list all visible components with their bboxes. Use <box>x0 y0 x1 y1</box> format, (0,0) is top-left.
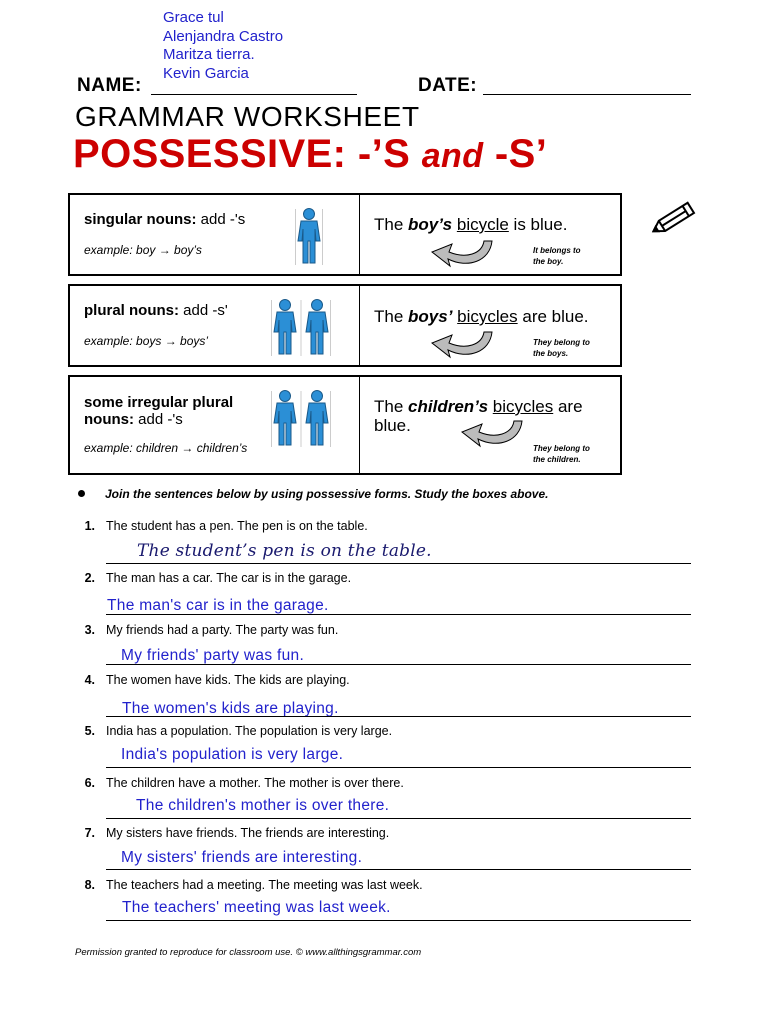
question-number: 4. <box>84 673 95 687</box>
answer-text[interactable]: The man's car is in the garage. <box>107 597 329 614</box>
footer-permission: Permission granted to reproduce for classroom use. © www.allthingsgrammar.com <box>75 947 422 958</box>
bullet-icon <box>78 490 85 497</box>
answer-text[interactable]: India's population is very large. <box>121 746 344 763</box>
answer-text[interactable]: The student’s pen is on the table. <box>137 541 432 561</box>
student-names <box>163 9 283 83</box>
rule-box-plural <box>68 284 622 367</box>
example-sentence: The children’s bicycles are blue. <box>374 397 583 435</box>
rule-example: example: boy → boy’s <box>84 243 202 257</box>
student-name: Grace tul <box>163 9 224 26</box>
answer-text[interactable]: My friends' party was fun. <box>121 647 305 664</box>
question-text: My friends had a party. The party was fun. <box>106 623 339 637</box>
ownership-note: It belongs to the boy. <box>533 246 581 266</box>
answer-line <box>106 869 691 870</box>
rule-box-irregular <box>68 375 622 475</box>
question-number: 5. <box>84 724 95 738</box>
date-field[interactable] <box>483 94 691 95</box>
question-text: The teachers had a meeting. The meeting was last week. <box>106 878 423 892</box>
curved-arrow-icon <box>458 419 528 449</box>
answer-line <box>106 767 691 768</box>
answer-text[interactable]: My sisters' friends are interesting. <box>121 849 363 866</box>
question-text: The man has a car. The car is in the garage. <box>106 571 352 585</box>
answer-text[interactable]: The women's kids are playing. <box>122 700 339 717</box>
student-name: Alenjandra Castro <box>163 27 284 45</box>
curved-arrow-icon <box>428 239 498 269</box>
answer-line <box>106 614 691 615</box>
answer-line <box>106 563 691 564</box>
answer-line <box>106 818 691 819</box>
question-text: My sisters have friends. The friends are interesting. <box>106 826 390 840</box>
question-number: 6. <box>84 776 95 790</box>
question-number: 8. <box>84 878 95 892</box>
rule-description: plural nouns: add -s' <box>84 302 228 319</box>
rule-description: some irregular plural nouns: add -'s <box>84 394 234 428</box>
question-text: India has a population. The population is very large. <box>106 724 393 738</box>
example-sentence: The boys’ bicycles are blue. <box>374 307 589 326</box>
answer-line <box>106 920 691 921</box>
curved-arrow-icon <box>428 330 498 360</box>
example-sentence: The boy’s bicycle is blue. <box>374 215 568 234</box>
answer-line <box>106 664 691 665</box>
person-icon <box>295 207 323 265</box>
question-text: The student has a pen. The pen is on the table. <box>106 519 368 533</box>
instructions: Join the sentences below by using possessive forms. Study the boxes above. <box>105 487 549 501</box>
answer-text[interactable]: The children's mother is over there. <box>136 797 390 814</box>
rule-example: example: children → children’s <box>84 441 248 455</box>
question-number: 3. <box>84 623 95 637</box>
worksheet-title: GRAMMAR WORKSHEET <box>75 101 420 132</box>
question-text: The women have kids. The kids are playing. <box>106 673 350 687</box>
rule-box-singular <box>68 193 622 276</box>
worksheet-subtitle: POSSESSIVE: -’S and -S’ <box>73 132 548 176</box>
name-label: NAME: <box>77 75 142 96</box>
student-name: Kevin Garcia <box>163 64 249 82</box>
rule-description: singular nouns: add -'s <box>84 211 246 228</box>
question-number: 7. <box>84 826 95 840</box>
pencil-icon <box>644 196 702 242</box>
answer-text[interactable]: The teachers' meeting was last week. <box>122 899 391 916</box>
rule-example: example: boys → boys’ <box>84 334 209 348</box>
ownership-note: They belong to the children. <box>533 444 590 464</box>
two-people-icon <box>271 298 331 356</box>
question-text: The children have a mother. The mother is over there. <box>106 776 404 790</box>
date-label: DATE: <box>418 75 478 96</box>
answer-line <box>106 716 691 717</box>
question-number: 2. <box>84 571 95 585</box>
student-name: Maritza tierra. <box>163 46 255 63</box>
ownership-note: They belong to the boys. <box>533 338 590 358</box>
two-people-icon <box>271 389 331 447</box>
question-number: 1. <box>84 519 95 533</box>
name-field[interactable] <box>151 94 357 95</box>
